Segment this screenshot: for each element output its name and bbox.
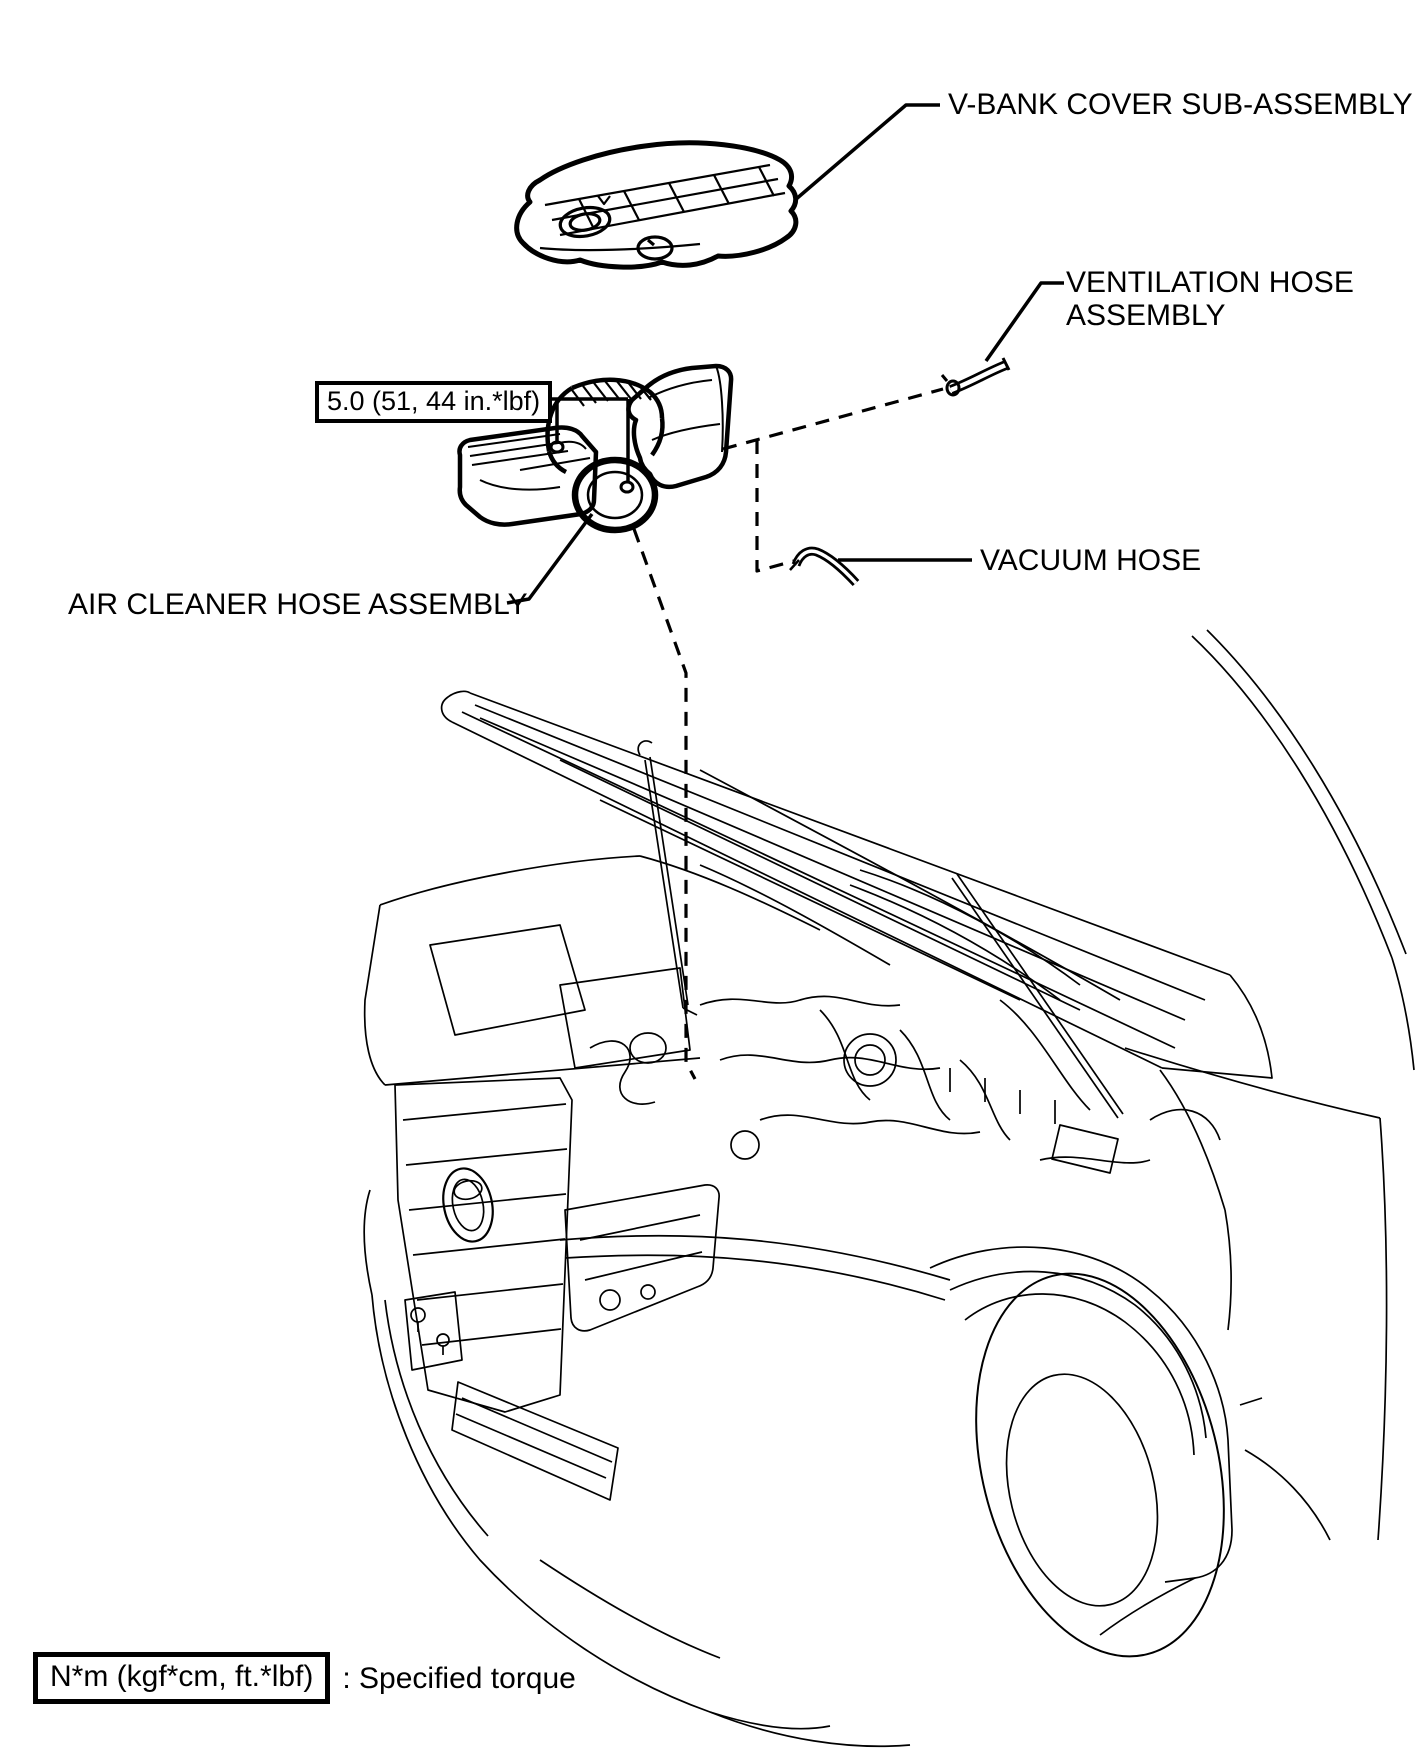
label-vacuum-hose: VACUUM HOSE [980,544,1202,577]
label-ventilation-hose-line2: ASSEMBLY [1066,299,1226,332]
vehicle-drawing [364,630,1414,1746]
label-v-bank-cover: V-BANK COVER SUB-ASSEMBLY [948,88,1413,121]
label-air-cleaner-hose: AIR CLEANER HOSE ASSEMBLY [68,588,528,621]
label-ventilation-hose-line1: VENTILATION HOSE [1066,266,1354,299]
vacuum-hose-drawing [790,551,856,583]
leader-lines [507,105,1064,603]
front-grille [395,1078,572,1412]
label-ventilation-hose [1066,266,1354,332]
torque-unit-box: N*m (kgf*cm, ft.*lbf) [33,1652,330,1704]
vacuum-hose-dashed [757,440,794,571]
windshield-area [1125,630,1414,1540]
front-wheel [930,1247,1262,1683]
v-bank-leader [795,105,940,200]
headlight [565,1185,719,1331]
torque-legend-meaning: : Specified torque [342,1661,576,1695]
ventilation-leader [986,283,1064,361]
v-bank-cover-drawing [517,143,796,267]
torque-spec-box: 5.0 (51, 44 in.*lbf) [315,381,552,423]
torque-legend [33,1652,576,1704]
ventilation-hose-drawing [942,358,1009,395]
